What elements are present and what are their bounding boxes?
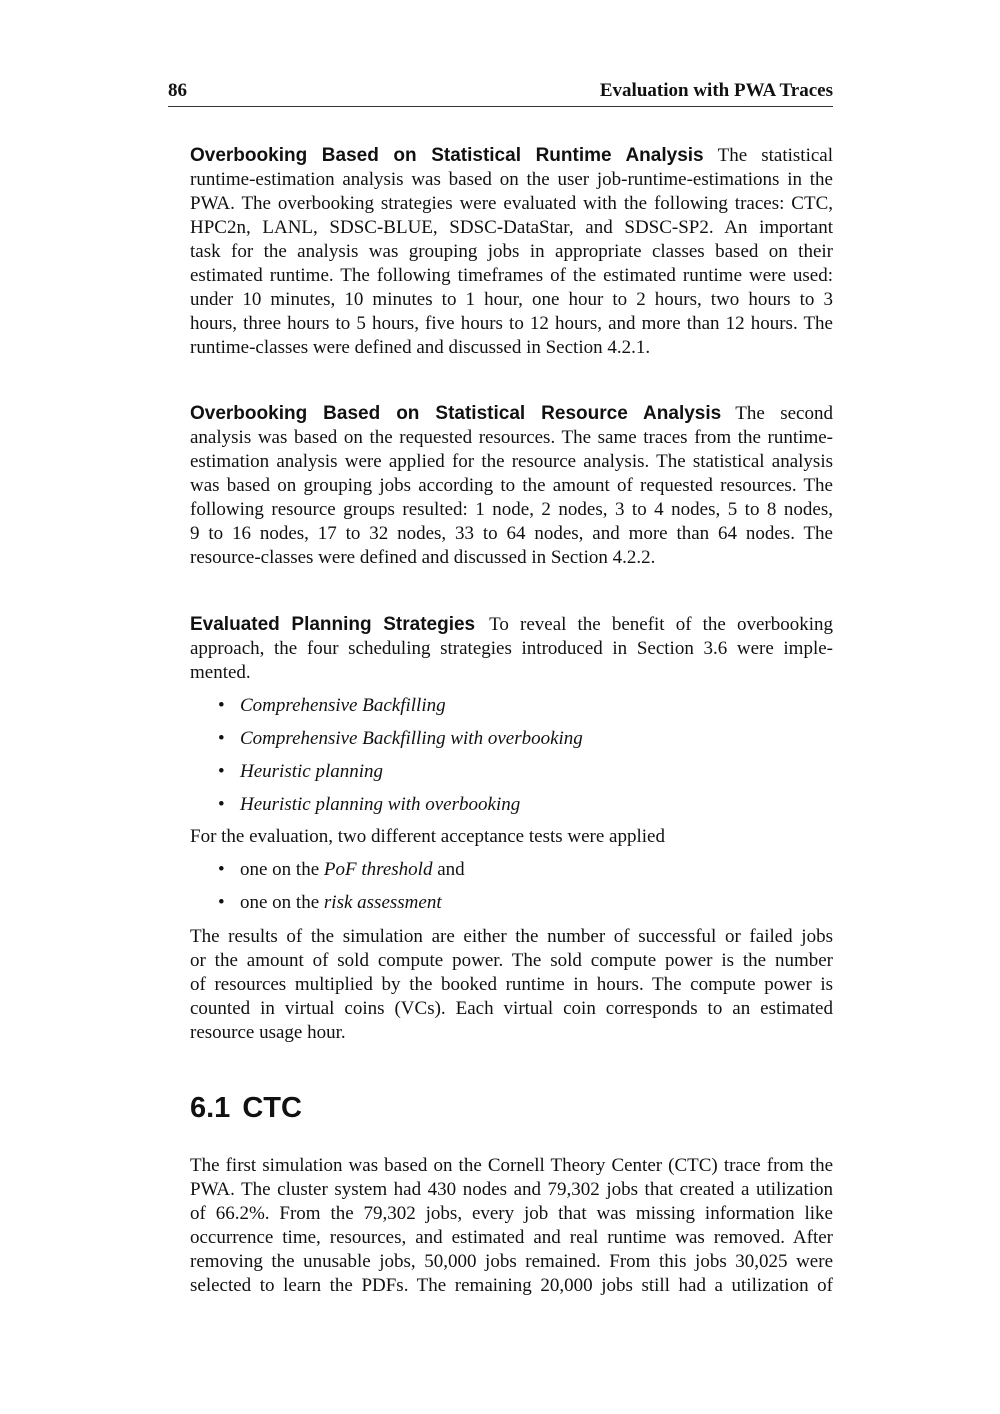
- line-text: hours, three hours to 5 hours, five hours to 12 hours, and more than 12 hours. The: [190, 313, 833, 334]
- page-number: 86: [168, 80, 187, 101]
- bullet-icon: •: [218, 695, 225, 716]
- line-text: was based on grouping jobs according to the amount of requested resources. The: [190, 475, 833, 496]
- text-line: For the evaluation, two different acceptance tests were applied: [190, 826, 665, 847]
- text-line: [190, 288, 833, 312]
- text-line: [190, 522, 833, 546]
- bullet-icon: •: [218, 728, 225, 749]
- text: and: [432, 859, 465, 880]
- paragraph-planning-strategies: [190, 613, 833, 685]
- text-line: [190, 973, 833, 997]
- run-in-heading: Overbooking Based on Statistical Runtime Analysis: [190, 145, 704, 166]
- text-line: [190, 997, 833, 1021]
- bullet-icon: •: [218, 761, 225, 782]
- line-text: task for the analysis was grouping jobs in appropriate classes based on their: [190, 241, 833, 262]
- list-item: [218, 793, 520, 817]
- section-title: CTC: [242, 1092, 302, 1124]
- text-line: [190, 1202, 833, 1226]
- line-text: PWA. The overbooking strategies were evaluated with the following traces: CTC,: [190, 193, 833, 214]
- text-line: [190, 637, 833, 661]
- text-line: [190, 1178, 833, 1202]
- text-line: [190, 613, 833, 637]
- run-in-heading: Overbooking Based on Statistical Resource Analysis: [190, 403, 722, 424]
- emphasis: PoF threshold: [323, 859, 433, 880]
- text-line: [190, 925, 833, 949]
- line-text: runtime-classes were defined and discussed in Section 4.2.1.: [190, 337, 651, 358]
- line-text: following resource groups resulted: 1 node, 2 nodes, 3 to 4 nodes, 5 to 8 nodes,: [190, 499, 833, 520]
- text-line: [190, 216, 833, 240]
- line-text: of 66.2%. From the 79,302 jobs, every job that was missing information like: [190, 1203, 833, 1224]
- list-item: [218, 858, 465, 882]
- paragraph-ctc: [190, 1154, 833, 1298]
- strategy-name: Heuristic planning: [240, 761, 384, 782]
- strategy-name: Comprehensive Backfilling with overbooking: [240, 728, 583, 749]
- emphasis: risk assessment: [323, 892, 442, 913]
- line-text: under 10 minutes, 10 minutes to 1 hour, one hour to 2 hours, two hours to 3: [190, 289, 833, 310]
- line-text: of resources multiplied by the booked runtime in hours. The compute power is: [190, 974, 833, 995]
- text-line: [190, 426, 833, 450]
- line-text: selected to learn the PDFs. The remaining 20,000 jobs still had a utilization of: [190, 1275, 833, 1296]
- line-text: analysis was based on the requested resources. The same traces from the runtime-: [190, 427, 833, 448]
- run-in-heading: Evaluated Planning Strategies: [190, 614, 476, 635]
- line-text: estimated runtime. The following timeframes of the estimated runtime were used:: [190, 265, 833, 286]
- section-heading: [190, 1092, 302, 1125]
- text-line: [190, 949, 833, 973]
- text-line: [190, 192, 833, 216]
- text-line: [190, 450, 833, 474]
- text-line: [190, 1021, 833, 1045]
- line-text: estimation analysis were applied for the resource analysis. The statistical analysis: [190, 451, 833, 472]
- text-line: [190, 144, 833, 168]
- running-title: Evaluation with PWA Traces: [599, 80, 833, 101]
- line-text: 9 to 16 nodes, 17 to 32 nodes, 33 to 64 nodes, and more than 64 nodes. The: [190, 523, 833, 544]
- text-line: [190, 336, 833, 360]
- line-text: PWA. The cluster system had 430 nodes and 79,302 jobs that created a utilization: [190, 1179, 833, 1200]
- line-text: resource usage hour.: [190, 1022, 346, 1043]
- text-line: [190, 1154, 833, 1178]
- list-item: [218, 694, 446, 718]
- line-text: runtime-estimation analysis was based on the user job-runtime-estimations in the: [190, 169, 833, 190]
- bullet-icon: •: [218, 794, 225, 815]
- text-line: [190, 498, 833, 522]
- line-text: HPC2n, LANL, SDSC-BLUE, SDSC-DataStar, and SDSC-SP2. An important: [190, 217, 833, 238]
- paragraph-resource-analysis: [190, 402, 833, 570]
- text-line: [190, 1226, 833, 1250]
- line-text: The first simulation was based on the Cornell Theory Center (CTC) trace from the: [190, 1155, 833, 1176]
- paragraph-acceptance-tests: [190, 825, 833, 849]
- text-line: [190, 312, 833, 336]
- bullet-icon: •: [218, 892, 225, 913]
- running-header: [168, 80, 833, 107]
- line-text: To reveal the benefit of the overbooking: [489, 614, 833, 635]
- list-item: [218, 891, 442, 915]
- text-line: [190, 1250, 833, 1274]
- section-number: 6.1: [190, 1092, 231, 1124]
- line-text: occurrence time, resources, and estimated and real runtime was removed. After: [190, 1227, 833, 1248]
- line-text: The second: [735, 403, 833, 424]
- text: one on the: [240, 892, 324, 913]
- text-line: [190, 474, 833, 498]
- text-line: [190, 546, 833, 570]
- line-text: The statistical: [717, 145, 833, 166]
- text-line: [190, 168, 833, 192]
- line-text: or the amount of sold compute power. The sold compute power is the number: [190, 950, 833, 971]
- line-text: mented.: [190, 662, 251, 683]
- text-line: [190, 402, 833, 426]
- list-item: [218, 760, 383, 784]
- text-line: [190, 264, 833, 288]
- line-text: The results of the simulation are either the number of successful or failed jobs: [190, 926, 833, 947]
- text-line: [190, 240, 833, 264]
- line-text: resource-classes were defined and discussed in Section 4.2.2.: [190, 547, 656, 568]
- text-line: [190, 1274, 833, 1298]
- paragraph-results: [190, 925, 833, 1045]
- line-text: removing the unusable jobs, 50,000 jobs remained. From this jobs 30,025 were: [190, 1251, 833, 1272]
- list-item: [218, 727, 583, 751]
- strategy-name: Heuristic planning with overbooking: [240, 794, 521, 815]
- line-text: counted in virtual coins (VCs). Each virtual coin corresponds to an estimated: [190, 998, 833, 1019]
- text: one on the: [240, 859, 324, 880]
- paragraph-runtime-analysis: [190, 144, 833, 360]
- line-text: approach, the four scheduling strategies introduced in Section 3.6 were imple-: [190, 638, 833, 659]
- strategy-name: Comprehensive Backfilling: [240, 695, 446, 716]
- text-line: [190, 661, 833, 685]
- bullet-icon: •: [218, 859, 225, 880]
